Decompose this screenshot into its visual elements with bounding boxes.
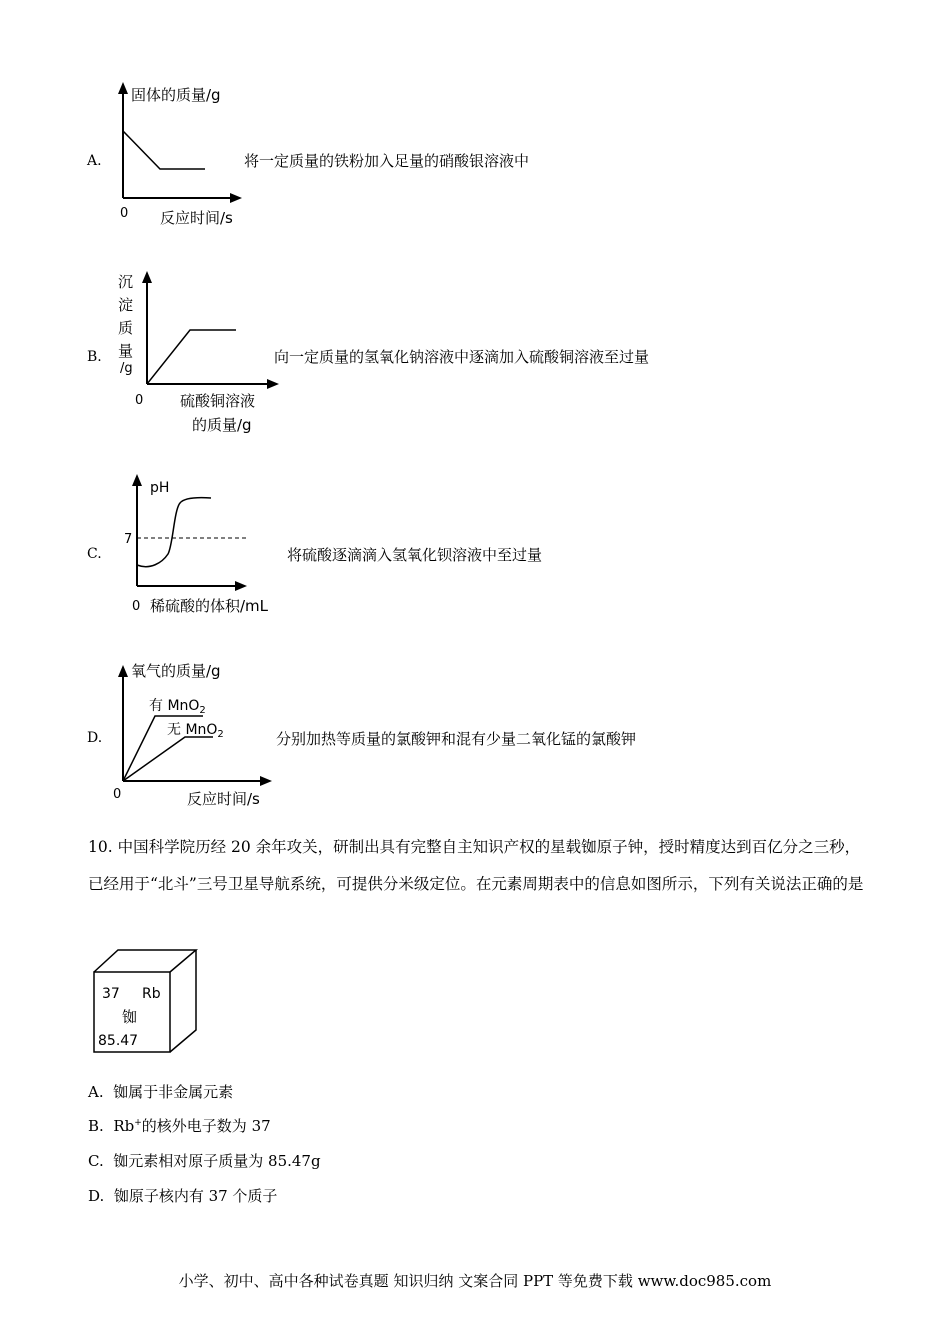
graph-a-ylabel: 固体的质量/g bbox=[131, 86, 221, 104]
graph-b-ylabel-2: 淀 bbox=[118, 296, 134, 314]
option-a-letter: A. bbox=[87, 153, 102, 169]
atomic-number: 37 bbox=[102, 986, 120, 1002]
graph-d-ylabel: 氧气的质量/g bbox=[131, 662, 221, 680]
option-d-description: 分别加热等质量的氯酸钾和混有少量二氧化锰的氯酸钾 bbox=[276, 730, 637, 748]
answer-d: D. 铷原子核内有 37 个质子 bbox=[88, 1187, 278, 1205]
option-b-description: 向一定质量的氢氧化钠溶液中逐滴加入硫酸铜溶液至过量 bbox=[274, 348, 650, 366]
graph-b-ylabel-5: /g bbox=[120, 361, 133, 376]
atomic-mass: 85.47 bbox=[98, 1033, 139, 1049]
graph-c-curve bbox=[137, 498, 211, 567]
answer-c: C. 铷元素相对原子质量为 85.47g bbox=[88, 1152, 321, 1170]
y-axis-arrow bbox=[118, 82, 128, 94]
option-b-letter: B. bbox=[87, 349, 102, 365]
graph-b-ylabel-4: 量 bbox=[118, 342, 134, 360]
card-top bbox=[94, 950, 196, 972]
graph-d bbox=[105, 655, 280, 815]
graph-b-ylabel-1: 沉 bbox=[118, 273, 134, 291]
graph-c bbox=[110, 470, 285, 620]
graph-b-curve bbox=[147, 330, 236, 384]
y-axis-arrow bbox=[118, 665, 128, 677]
answer-a: A. 铷属于非金属元素 bbox=[88, 1083, 234, 1101]
option-a-description: 将一定质量的铁粉加入足量的硝酸银溶液中 bbox=[244, 152, 530, 170]
graph-a-origin: 0 bbox=[120, 206, 129, 221]
graph-a-xlabel: 反应时间/s bbox=[160, 209, 233, 227]
element-name: 铷 bbox=[122, 1008, 138, 1026]
graph-c-origin: 0 bbox=[132, 599, 141, 614]
element-symbol: Rb bbox=[142, 986, 161, 1002]
x-axis-arrow bbox=[235, 581, 247, 591]
graph-d-origin: 0 bbox=[113, 787, 122, 802]
graph-d-xlabel: 反应时间/s bbox=[187, 790, 260, 808]
footer-banner: 小学、初中、高中各种试卷真题 知识归纳 文案合同 PPT 等免费下载 www.doc985.com bbox=[178, 1272, 772, 1290]
option-c-description: 将硫酸逐滴滴入氢氧化钡溶液中至过量 bbox=[287, 546, 543, 564]
answer-b: B. Rb+的核外电子数为 37 bbox=[88, 1117, 271, 1135]
graph-b-xlabel-2: 的质量/g bbox=[192, 416, 252, 434]
question-10-stem: 10. 中国科学院历经 20 余年攻关，研制出具有完整自主知识产权的星载铷原子钟，授时精度达到百亿分之三秒，已经用于“北斗”三号卫星导航系统，可提供分米级定位。在元素周期表中的信息如图所示，下列有关说法正确的是 bbox=[88, 838, 864, 893]
graph-a bbox=[110, 80, 260, 230]
graph-c-xlabel: 稀硫酸的体积/mL bbox=[150, 597, 269, 615]
graph-b-ylabel-3: 质 bbox=[118, 319, 134, 337]
graph-b-xlabel-1: 硫酸铜溶液 bbox=[180, 392, 256, 410]
graph-b-origin: 0 bbox=[135, 393, 144, 408]
y-axis-arrow bbox=[132, 474, 142, 486]
element-card-rubidium bbox=[90, 948, 205, 1058]
graph-b bbox=[110, 265, 280, 440]
graph-c-ytick: 7 bbox=[124, 532, 133, 547]
option-d-letter: D. bbox=[87, 730, 103, 746]
curve-without-mno2 bbox=[123, 737, 213, 781]
y-axis-arrow bbox=[142, 271, 152, 283]
graph-c-ylabel: pH bbox=[150, 480, 170, 496]
x-axis-arrow bbox=[267, 379, 279, 389]
label-without-mno2: 无 MnO$_2$ bbox=[167, 722, 224, 740]
card-side bbox=[170, 950, 196, 1052]
label-with-mno2: 有 MnO$_2$ bbox=[149, 698, 206, 716]
option-c-letter: C. bbox=[87, 546, 102, 562]
x-axis-arrow bbox=[260, 776, 272, 786]
graph-a-curve bbox=[123, 131, 205, 169]
x-axis-arrow bbox=[230, 193, 242, 203]
